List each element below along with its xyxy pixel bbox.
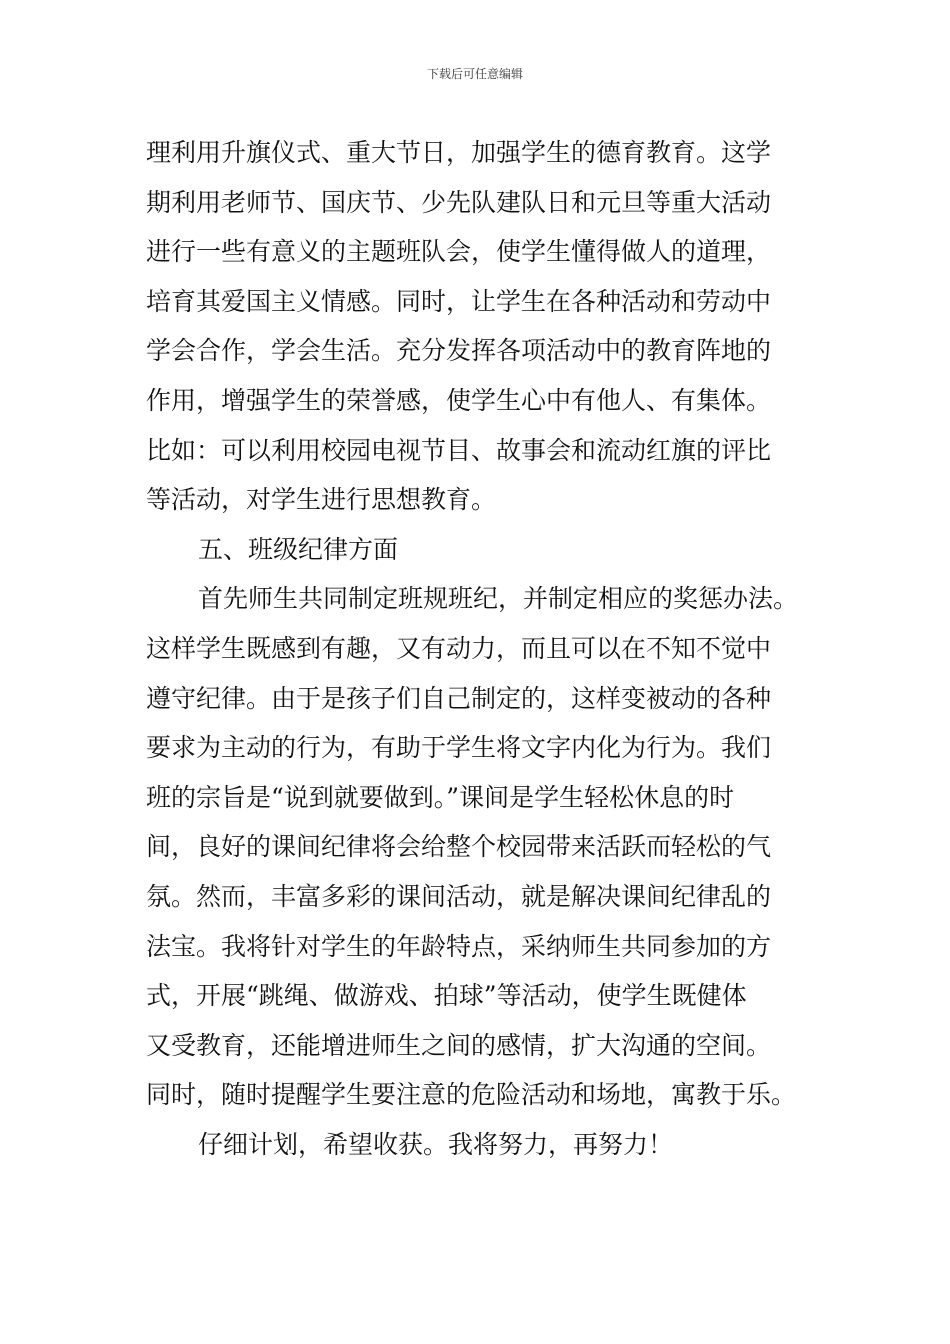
- text-line: 进行一些有意义的主题班队会，使学生懂得做人的道理，: [146, 237, 772, 267]
- text-line: 作用，增强学生的荣誉感，使学生心中有他人、有集体。: [146, 385, 772, 415]
- text-line: 仔细计划，希望收获。我将努力，再努力！: [198, 1129, 674, 1159]
- text-line: 间，良好的课间纪律将会给整个校园带来活跃而轻松的气: [146, 832, 772, 862]
- text-line: 等活动，对学生进行思想教育。: [146, 485, 497, 515]
- text-line: 又受教育，还能增进师生之间的感情，扩大沟通的空间。: [146, 1030, 772, 1060]
- text-line: 期利用老师节、国庆节、少先队建队日和元旦等重大活动: [146, 187, 772, 217]
- text-line: 式，开展“跳绳、做游戏、拍球”等活动，使学生既健体: [146, 981, 747, 1011]
- paragraph: [146, 1120, 826, 1170]
- text-line: 班的宗旨是“说到就要做到。”课间是学生轻松休息的时: [146, 782, 735, 812]
- text-line: 遵守纪律。由于是孩子们自己制定的，这样变被动的各种: [146, 683, 772, 713]
- paragraph: [146, 574, 826, 1120]
- text-line: 法宝。我将针对学生的年龄特点，采纳师生共同参加的方: [146, 931, 772, 961]
- text-line: 学会合作，学会生活。充分发挥各项活动中的教育阵地的: [146, 336, 772, 366]
- text-line: 首先师生共同制定班规班纪，并制定相应的奖惩办法。: [198, 584, 799, 614]
- text-line: 比如：可以利用校园电视节目、故事会和流动红旗的评比: [146, 435, 772, 465]
- document-body: [146, 128, 826, 1169]
- paragraph: [146, 525, 826, 575]
- text-line: 五、班级纪律方面: [198, 534, 399, 564]
- page-header: 下载后可任意编辑: [426, 67, 523, 81]
- text-line: 这样学生既感到有趣，又有动力，而且可以在不知不觉中: [146, 633, 772, 663]
- text-line: 同时，随时提醒学生要注意的危险活动和场地，寓教于乐。: [146, 1080, 797, 1110]
- text-line: 理利用升旗仪式、重大节日，加强学生的德育教育。这学: [146, 138, 772, 167]
- text-line: 培育其爱国主义情感。同时，让学生在各种活动和劳动中: [146, 286, 772, 316]
- text-line: 氛。然而，丰富多彩的课间活动，就是解决课间纪律乱的: [146, 881, 772, 911]
- paragraph: [146, 128, 826, 525]
- text-line: 要求为主动的行为，有助于学生将文字内化为行为。我们: [146, 733, 772, 763]
